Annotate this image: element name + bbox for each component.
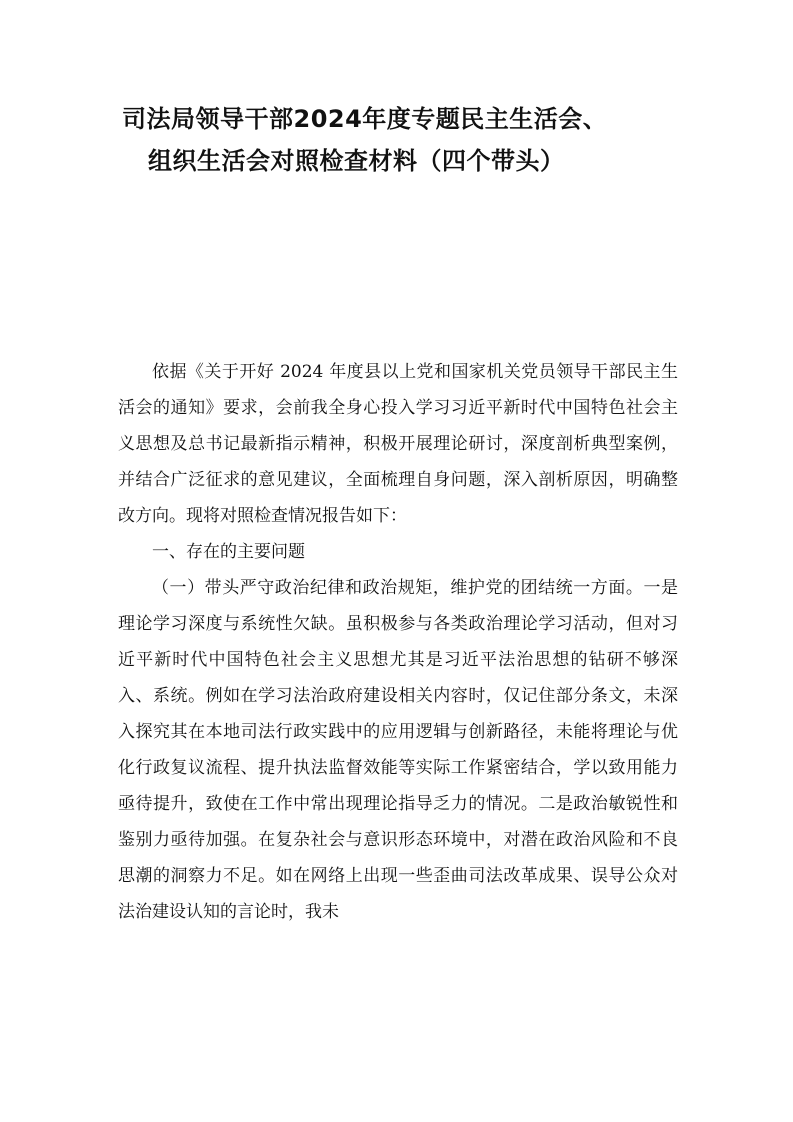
title-line-1: 司法局领导干部2024年度专题民主生活会、 <box>122 105 608 133</box>
section-heading: 一、存在的主要问题 <box>152 542 305 562</box>
intro-paragraph: 依据《关于开好 2024 年度县以上党和国家机关党员领导干部民主生活会的通知》要求，会前我全身心投入学习习近平新时代中国特色社会主义思想及总书记最新指示精神，积极开展理论研讨，深度剖析典型案例，并结合广泛征求的意见建议，全面梳理自身问题，深入剖析原因，明确整改方向。现将对照检查情况报告如下： <box>118 362 678 526</box>
body-paragraph: （一）带头严守政治纪律和政治规矩，维护党的团结统一方面。一是理论学习深度与系统性欠缺。虽积极参与各类政治理论学习活动，但对习近平新时代中国特色社会主义思想尤其是习近平法治思想的钻研不够深入、系统。例如在学习法治政府建设相关内容时，仅记住部分条文，未深入探究其在本地司法行政实践中的应用逻辑与创新路径，未能将理论与优化行政复议流程、提升执法监督效能等实际工作紧密结合，学以致用能力亟待提升，致使在工作中常出现理论指导乏力的情况。二是政治敏锐性和鉴别力亟待加强。在复杂社会与意识形态环境中，对潜在政治风险和不良思潮的洞察力不足。如在网络上出现一些歪曲司法改革成果、误导公众对法治建设认知的言论时，我未 <box>118 578 678 922</box>
document-body <box>118 354 678 930</box>
title-line-2: 组织生活会对照检查材料（四个带头） <box>148 147 565 175</box>
document-title <box>100 98 700 182</box>
